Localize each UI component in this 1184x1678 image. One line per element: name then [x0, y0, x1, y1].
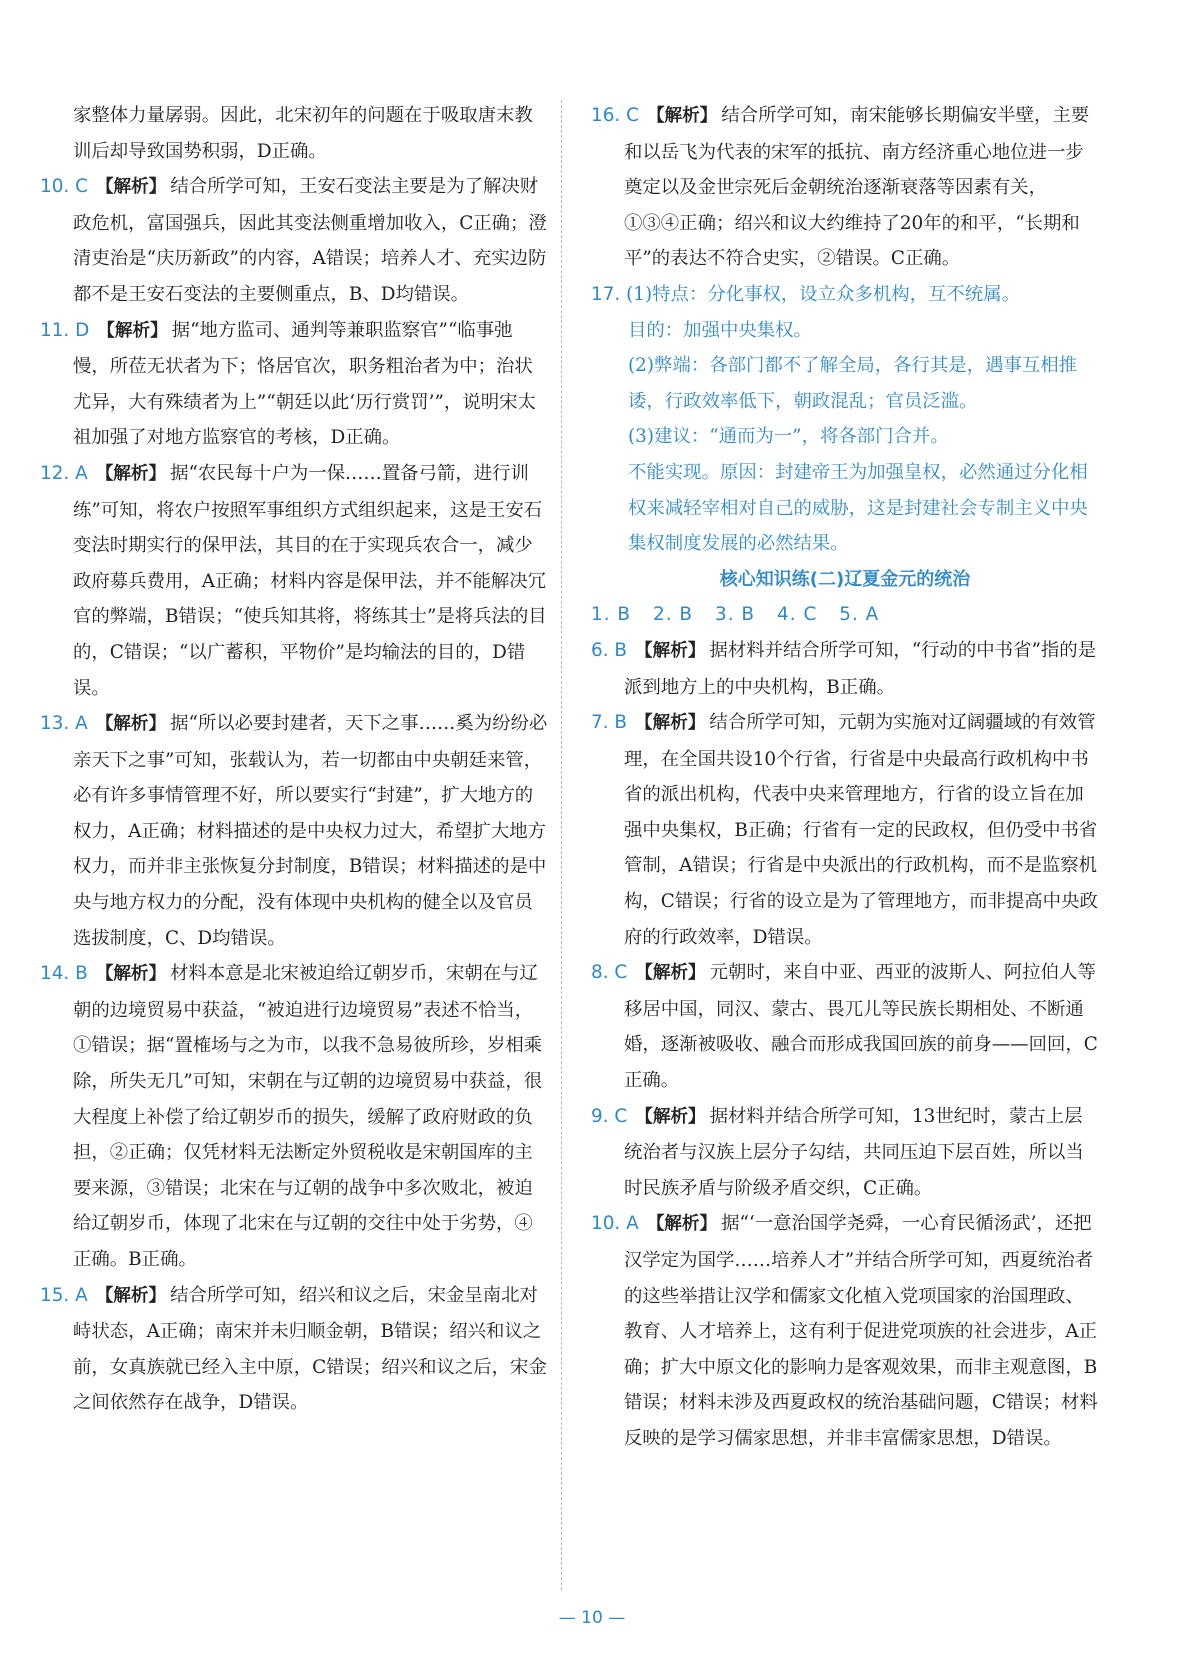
- analysis-tag: 【解析】: [646, 106, 718, 126]
- analysis-text: 据材料并结合所学可知，“行动的中书省”指的是派到地方上的中央机构，B正确。: [624, 639, 1097, 698]
- answer-letter: C: [626, 105, 639, 126]
- analysis-text: 结合所学可知，王安石变法主要是为了解决财政危机，富国强兵，因此其变法侧重增加收入，C正确；澄清吏治是“庆历新政”的内容，A错误；培养人才、充实边防都不是王安石变法的主要侧重点，B、D均错误。: [73, 176, 547, 305]
- answer-line: 不能实现。原因：封建帝王为加强皇权，必然通过分化相权来减轻宰相对自己的威胁，这是封建社会专制主义中央集权制度发展的必然结果。: [628, 461, 1088, 555]
- analysis-tag: 【解析】: [635, 1106, 706, 1127]
- answer-letter: A: [75, 1284, 88, 1306]
- question-number: 7.: [591, 712, 609, 734]
- analysis-tag: 【解析】: [97, 320, 168, 341]
- question-number: 9.: [591, 1105, 609, 1127]
- question-number: 8.: [591, 962, 609, 984]
- analysis-text: 据材料并结合所学可知，13世纪时，蒙古上层统治者与汉族上层分子勾结，共同压迫下层百姓，所以当时民族矛盾与阶级矛盾交织，C正确。: [624, 1105, 1084, 1199]
- answer-letter: C: [614, 1105, 628, 1127]
- question-number: 14.: [40, 963, 70, 985]
- intro-paragraph: 家整体力量孱弱。因此，北宋初年的问题在于吸取唐末教训后却导致国势积弱，D正确。: [73, 105, 533, 162]
- analysis-text: 据“所以必要封建者，天下之事……奚为纷纷必亲天下之事”可知，张载认为，若一切都由中央朝廷来管，必有许多事情管理不好，所以要实行“封建”，扩大地方的权力，A正确；材料描述的是中央权力过大，希望扩大地方权力，而并非主张恢复分封制度，B错误；材料描述的是中央与地方权力的分配，没有体现中央机构的健全以及官员选拔制度，C、D均错误。: [73, 713, 548, 949]
- answer-item: [591, 633, 1099, 705]
- question-number: 10.: [591, 1213, 621, 1235]
- answer-item: [591, 98, 1099, 277]
- question-number: 15.: [40, 1284, 70, 1306]
- question-number: 12.: [40, 462, 70, 484]
- answer-letter: D: [75, 319, 90, 341]
- answer-letter: A: [626, 1213, 639, 1235]
- question-number: 16.: [591, 105, 621, 126]
- mc-answer: 1. B: [591, 604, 632, 626]
- analysis-tag: 【解析】: [635, 713, 706, 734]
- answer-letter: C: [614, 962, 628, 984]
- answer-item: [40, 456, 549, 706]
- answer-letter: A: [75, 462, 88, 484]
- answer-item: [40, 956, 549, 1277]
- section-title: 核心知识练(二)辽夏金元的统治: [719, 568, 971, 590]
- analysis-text: 材料本意是北宋被迫给辽朝岁币，宋朝在与辽朝的边境贸易中获益，“被迫进行边境贸易”表述不恰当，①错误；据“置榷场与之为市，以我不急易彼所珍，岁相乘除，所失无几”可知，宋朝在与辽朝的边境贸易中获益，很大程度上补偿了给辽朝岁币的损失，缓解了政府财政的负担，②正确；仅凭材料无法断定外贸税收是宋朝国库的主要来源，③错误；北宋在与辽朝的战争中多次败北，被迫给辽朝岁币，体现了北宋在与辽朝的交往中处于劣势，④正确。B正确。: [73, 963, 543, 1270]
- analysis-tag: 【解析】: [95, 714, 167, 735]
- analysis-text: 结合所学可知，元朝为实施对辽阔疆域的有效管理，在全国共设10个行省，行省是中央最高行政机构中书省的派出机构，代表中央来管理地方，行省的设立旨在加强中央集权，B正确；行省有一定的民政权，但仍受中书省管制，A错误；行省是中央派出的行政机构，而不是监察机构，C错误；行省的设立是为了管理地方，而非提高中央政府的行政效率，D错误。: [624, 712, 1098, 948]
- question-number: 10.: [40, 176, 70, 198]
- analysis-tag: 【解析】: [95, 1285, 167, 1306]
- question-number: 6.: [591, 639, 609, 661]
- multiple-choice-answers: [591, 597, 1099, 633]
- answer-letter: C: [75, 176, 88, 198]
- answer-item: [40, 313, 549, 456]
- analysis-text: 元朝时，来自中亚、西亚的波斯人、阿拉伯人等移居中国，同汉、蒙古、畏兀儿等民族长期相处、不断通婚，逐渐被吸收、融合而形成我国回族的前身——回回，C正确。: [624, 962, 1098, 1092]
- analysis-tag: 【解析】: [646, 1214, 718, 1235]
- mc-answer: 3. B: [715, 604, 756, 626]
- analysis-text: 结合所学可知，南宋能够长期偏安半壁，主要和以岳飞为代表的宋军的抵抗、南方经济重心地位进一步奠定以及金世宗死后金朝统治逐渐衰落等因素有关，①③④正确；绍兴和议大约维持了20年的和平，“长期和平”的表达不符合史实，②错误。C正确。: [624, 105, 1090, 270]
- left-column: [40, 98, 549, 1421]
- right-column: [591, 98, 1099, 1457]
- analysis-text: 结合所学可知，绍兴和议之后，宋金呈南北对峙状态，A正确；南宋并未归顺金朝，B错误；绍兴和议之前，女真族就已经入主中原，C错误；绍兴和议之后，宋金之间依然存在战争，D错误。: [73, 1284, 547, 1414]
- question-number: 17.: [591, 283, 621, 305]
- answer-item: [591, 955, 1099, 1098]
- question-number: 13.: [40, 713, 70, 735]
- analysis-tag: 【解析】: [95, 463, 167, 484]
- answer-item: [591, 705, 1099, 955]
- answer-line: (2)弊端：各部门都不了解全局，各行其是，遇事互相推诿，行政效率低下，朝政混乱；官员泛滥。: [628, 355, 1078, 412]
- mc-answer: 4. C: [777, 604, 818, 626]
- answer-letter: B: [75, 963, 88, 985]
- answer-line: 目的：加强中央集权。: [628, 319, 812, 341]
- answer-item-17: [591, 277, 1099, 313]
- answer-item: [591, 1099, 1099, 1207]
- analysis-tag: 【解析】: [95, 964, 167, 985]
- analysis-text: 据“地方监司、通判等兼职监察官”“临事弛慢，所莅无状者为下；恪居官次，职务粗治者为中；治状尤异，大有殊绩者为上”“朝廷以此‘历行赏罚’”，说明宋太祖加强了对地方监察官的考核，D正确。: [73, 319, 536, 449]
- page-number: — 10 —: [558, 1608, 626, 1628]
- mc-answer: 5. A: [839, 604, 880, 626]
- mc-answer: 2. B: [653, 604, 694, 626]
- answer-item: [40, 706, 549, 956]
- answer-line: (1)特点：分化事权，设立众多机构，互不统属。: [626, 283, 1020, 305]
- analysis-tag: 【解析】: [635, 640, 706, 661]
- analysis-text: 据“‘一意治国学尧舜，一心育民循汤武’，还把汉学定为国学……培养人才”并结合所学可知，西夏统治者的这些举措让汉学和儒家文化植入党项国家的治国理政、教育、人才培养上，这有利于促进党项族的社会进步，A正确；扩大中原文化的影响力是客观效果，而非主观意图，B错误；材料未涉及西夏政权的统治基础问题，C错误；材料反映的是学习儒家思想，并非丰富儒家思想，D错误。: [624, 1213, 1098, 1449]
- analysis-text: 据“农民每十户为一保……置备弓箭，进行训练”可知，将农户按照军事组织方式组织起来，这是王安石变法时期实行的保甲法，其目的在于实现兵农合一，减少政府募兵费用，A正确；材料内容是保甲法，并不能解决冗官的弊端，B错误；“使兵知其将，将练其士”是将兵法的目的，C错误；“以广蓄积，平物价”是均输法的目的，D错误。: [73, 462, 547, 699]
- answer-item: [591, 1206, 1099, 1456]
- analysis-tag: 【解析】: [635, 963, 706, 984]
- answer-item: [40, 1278, 549, 1421]
- answer-item: [40, 169, 549, 312]
- answer-letter: B: [614, 639, 628, 661]
- answer-letter: B: [614, 712, 628, 734]
- analysis-tag: 【解析】: [95, 177, 167, 198]
- answer-line: (3)建议：“通而为一”，将各部门合并。: [628, 426, 949, 448]
- answer-letter: A: [75, 713, 88, 735]
- column-divider: [561, 100, 562, 1590]
- question-number: 11.: [40, 319, 70, 341]
